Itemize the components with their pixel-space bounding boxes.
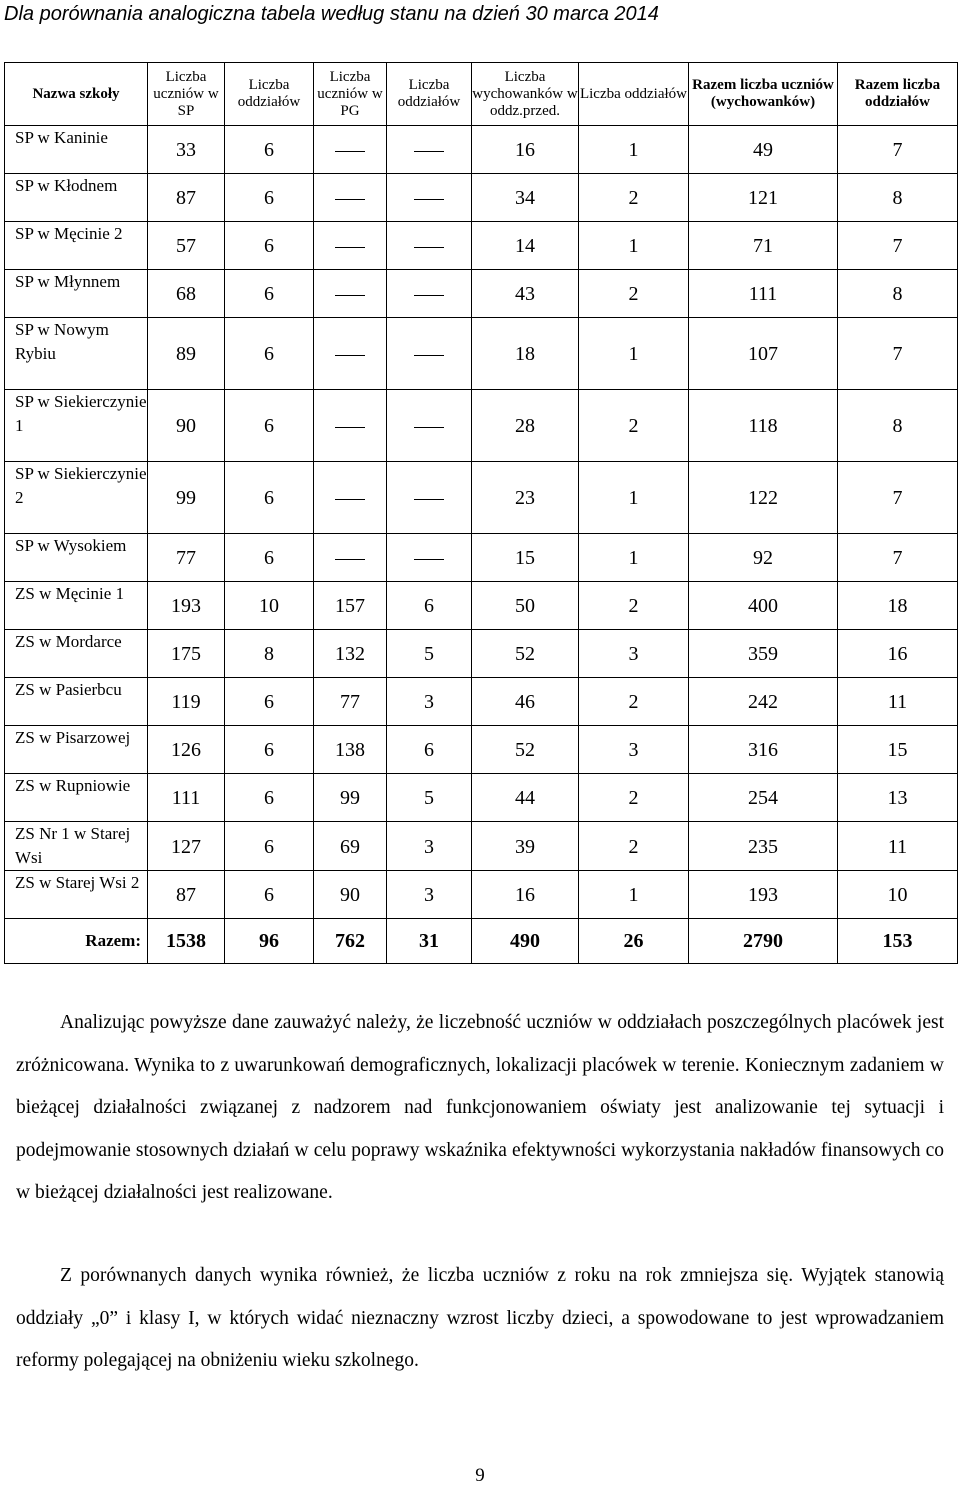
value-cell: 18 bbox=[838, 582, 958, 630]
value-cell: 87 bbox=[148, 174, 225, 222]
empty-dash-cell bbox=[314, 126, 387, 174]
value-cell: 235 bbox=[689, 822, 838, 871]
value-cell: 90 bbox=[314, 871, 387, 919]
value-cell: 10 bbox=[225, 582, 314, 630]
dash-mark bbox=[414, 151, 444, 152]
value-cell: 2 bbox=[579, 390, 689, 462]
value-cell: 71 bbox=[689, 222, 838, 270]
value-cell: 6 bbox=[225, 678, 314, 726]
value-cell: 87 bbox=[148, 871, 225, 919]
value-cell: 1 bbox=[579, 222, 689, 270]
empty-dash-cell bbox=[387, 270, 472, 318]
analysis-paragraph-text: Analizując powyższe dane zauważyć należy, że liczebność uczniów w oddziałach poszczególnych placówek jest zróżnicowana. Wynika to z uwarunkowań demograficznych, lokalizacji placówek w terenie. Koniecznym zadaniem w bieżącej działalności związanej z nadzorem nad funkcjonowaniem oświaty jest analizowanie tej sytuacji i podejmowanie stosownych działań w celu poprawy wskaźnika efektywności wykorzystania nakładów finansowych co w bieżącej działalności jest realizowane. bbox=[16, 1012, 944, 1203]
value-cell: 3 bbox=[579, 726, 689, 774]
value-cell: 242 bbox=[689, 678, 838, 726]
value-cell: 39 bbox=[472, 822, 579, 871]
dash-mark bbox=[414, 355, 444, 356]
table-row bbox=[5, 582, 958, 630]
value-cell: 111 bbox=[148, 774, 225, 822]
total-value-cell: 490 bbox=[472, 919, 579, 964]
value-cell: 6 bbox=[225, 318, 314, 390]
dash-mark bbox=[414, 559, 444, 560]
value-cell: 52 bbox=[472, 726, 579, 774]
value-cell: 8 bbox=[838, 390, 958, 462]
empty-dash-cell bbox=[387, 390, 472, 462]
school-name-cell: SP w Młynnem bbox=[5, 270, 148, 318]
value-cell: 8 bbox=[838, 174, 958, 222]
value-cell: 2 bbox=[579, 582, 689, 630]
table-row bbox=[5, 174, 958, 222]
empty-dash-cell bbox=[314, 390, 387, 462]
value-cell: 121 bbox=[689, 174, 838, 222]
value-cell: 193 bbox=[689, 871, 838, 919]
empty-dash-cell bbox=[387, 534, 472, 582]
value-cell: 99 bbox=[314, 774, 387, 822]
empty-dash-cell bbox=[314, 270, 387, 318]
value-cell: 7 bbox=[838, 318, 958, 390]
school-name-cell: ZS w Pasierbcu bbox=[5, 678, 148, 726]
dash-mark bbox=[335, 199, 365, 200]
table-row bbox=[5, 678, 958, 726]
value-cell: 99 bbox=[148, 462, 225, 534]
header-sp-students: Liczba uczniów w SP bbox=[148, 63, 225, 126]
value-cell: 69 bbox=[314, 822, 387, 871]
value-cell: 6 bbox=[225, 222, 314, 270]
trend-paragraph-text: Z porównanych danych wynika również, że liczba uczniów z roku na rok zmniejsza się. Wyjątek stanowią oddziały „0” i klasy I, w których widać nieznaczny wzrost liczby dzieci, a spowodowane to jest wprowadzaniem reformy polegającej na obniżeniu wieku szkolnego. bbox=[16, 1265, 944, 1371]
value-cell: 57 bbox=[148, 222, 225, 270]
value-cell: 1 bbox=[579, 126, 689, 174]
value-cell: 8 bbox=[225, 630, 314, 678]
total-label: Razem: bbox=[5, 919, 148, 964]
value-cell: 11 bbox=[838, 822, 958, 871]
value-cell: 6 bbox=[225, 390, 314, 462]
value-cell: 138 bbox=[314, 726, 387, 774]
value-cell: 3 bbox=[387, 678, 472, 726]
table-row bbox=[5, 822, 958, 871]
table-body bbox=[5, 126, 958, 919]
header-total-students: Razem liczba uczniów (wychowanków) bbox=[689, 63, 838, 126]
empty-dash-cell bbox=[387, 318, 472, 390]
value-cell: 132 bbox=[314, 630, 387, 678]
value-cell: 77 bbox=[314, 678, 387, 726]
value-cell: 126 bbox=[148, 726, 225, 774]
total-value-cell: 96 bbox=[225, 919, 314, 964]
value-cell: 15 bbox=[838, 726, 958, 774]
value-cell: 6 bbox=[225, 270, 314, 318]
dash-mark bbox=[414, 295, 444, 296]
value-cell: 127 bbox=[148, 822, 225, 871]
empty-dash-cell bbox=[314, 462, 387, 534]
value-cell: 7 bbox=[838, 462, 958, 534]
value-cell: 3 bbox=[579, 630, 689, 678]
value-cell: 89 bbox=[148, 318, 225, 390]
value-cell: 118 bbox=[689, 390, 838, 462]
value-cell: 7 bbox=[838, 126, 958, 174]
value-cell: 1 bbox=[579, 871, 689, 919]
value-cell: 16 bbox=[472, 871, 579, 919]
header-sp-branches: Liczba oddziałów bbox=[225, 63, 314, 126]
value-cell: 400 bbox=[689, 582, 838, 630]
school-name-cell: SP w Nowym Rybiu bbox=[5, 318, 148, 390]
school-name-cell: SP w Siekierczynie 2 bbox=[5, 462, 148, 534]
value-cell: 28 bbox=[472, 390, 579, 462]
dash-mark bbox=[414, 199, 444, 200]
value-cell: 7 bbox=[838, 534, 958, 582]
value-cell: 6 bbox=[225, 822, 314, 871]
empty-dash-cell bbox=[314, 534, 387, 582]
header-total-branches: Razem liczba oddziałów bbox=[838, 63, 958, 126]
value-cell: 23 bbox=[472, 462, 579, 534]
value-cell: 6 bbox=[225, 126, 314, 174]
school-name-cell: ZS w Mordarce bbox=[5, 630, 148, 678]
dash-mark bbox=[335, 355, 365, 356]
total-row bbox=[5, 919, 958, 964]
page-number: 9 bbox=[475, 1465, 485, 1486]
value-cell: 43 bbox=[472, 270, 579, 318]
value-cell: 52 bbox=[472, 630, 579, 678]
header-school-name: Nazwa szkoły bbox=[5, 63, 148, 126]
header-pg-students: Liczba uczniów w PG bbox=[314, 63, 387, 126]
value-cell: 6 bbox=[387, 582, 472, 630]
value-cell: 68 bbox=[148, 270, 225, 318]
value-cell: 77 bbox=[148, 534, 225, 582]
value-cell: 8 bbox=[838, 270, 958, 318]
table-row bbox=[5, 726, 958, 774]
value-cell: 92 bbox=[689, 534, 838, 582]
value-cell: 15 bbox=[472, 534, 579, 582]
value-cell: 359 bbox=[689, 630, 838, 678]
total-value-cell: 31 bbox=[387, 919, 472, 964]
analysis-paragraph bbox=[16, 1002, 944, 1215]
school-name-cell: ZS w Męcinie 1 bbox=[5, 582, 148, 630]
school-name-cell: SP w Kłodnem bbox=[5, 174, 148, 222]
value-cell: 6 bbox=[225, 774, 314, 822]
school-name-cell: SP w Kaninie bbox=[5, 126, 148, 174]
table-row bbox=[5, 390, 958, 462]
dash-mark bbox=[335, 559, 365, 560]
school-name-cell: ZS Nr 1 w Starej Wsi bbox=[5, 822, 148, 871]
value-cell: 11 bbox=[838, 678, 958, 726]
value-cell: 6 bbox=[225, 174, 314, 222]
value-cell: 5 bbox=[387, 774, 472, 822]
dash-mark bbox=[414, 499, 444, 500]
dash-mark bbox=[414, 427, 444, 428]
empty-dash-cell bbox=[314, 222, 387, 270]
total-value-cell: 153 bbox=[838, 919, 958, 964]
value-cell: 90 bbox=[148, 390, 225, 462]
table-row bbox=[5, 534, 958, 582]
value-cell: 18 bbox=[472, 318, 579, 390]
page-heading: Dla porównania analogiczna tabela według stanu na dzień 30 marca 2014 bbox=[4, 3, 659, 25]
value-cell: 6 bbox=[225, 726, 314, 774]
value-cell: 2 bbox=[579, 174, 689, 222]
empty-dash-cell bbox=[314, 174, 387, 222]
empty-dash-cell bbox=[387, 222, 472, 270]
school-name-cell: ZS w Starej Wsi 2 bbox=[5, 871, 148, 919]
value-cell: 6 bbox=[225, 871, 314, 919]
dash-mark bbox=[414, 247, 444, 248]
value-cell: 254 bbox=[689, 774, 838, 822]
value-cell: 6 bbox=[225, 534, 314, 582]
total-value-cell: 2790 bbox=[689, 919, 838, 964]
value-cell: 16 bbox=[838, 630, 958, 678]
table-row bbox=[5, 774, 958, 822]
school-name-cell: SP w Męcinie 2 bbox=[5, 222, 148, 270]
school-name-cell: SP w Siekierczynie 1 bbox=[5, 390, 148, 462]
value-cell: 1 bbox=[579, 462, 689, 534]
value-cell: 157 bbox=[314, 582, 387, 630]
value-cell: 2 bbox=[579, 270, 689, 318]
value-cell: 193 bbox=[148, 582, 225, 630]
header-preschool-branches: Liczba oddziałów bbox=[579, 63, 689, 126]
value-cell: 16 bbox=[472, 126, 579, 174]
empty-dash-cell bbox=[387, 174, 472, 222]
total-value-cell: 762 bbox=[314, 919, 387, 964]
value-cell: 1 bbox=[579, 318, 689, 390]
dash-mark bbox=[335, 427, 365, 428]
value-cell: 3 bbox=[387, 871, 472, 919]
value-cell: 316 bbox=[689, 726, 838, 774]
table-row bbox=[5, 462, 958, 534]
value-cell: 175 bbox=[148, 630, 225, 678]
value-cell: 122 bbox=[689, 462, 838, 534]
value-cell: 14 bbox=[472, 222, 579, 270]
value-cell: 111 bbox=[689, 270, 838, 318]
dash-mark bbox=[335, 295, 365, 296]
dash-mark bbox=[335, 151, 365, 152]
value-cell: 33 bbox=[148, 126, 225, 174]
header-pg-branches: Liczba oddziałów bbox=[387, 63, 472, 126]
value-cell: 49 bbox=[689, 126, 838, 174]
empty-dash-cell bbox=[314, 318, 387, 390]
school-comparison-table bbox=[4, 62, 958, 964]
dash-mark bbox=[335, 499, 365, 500]
table-row bbox=[5, 126, 958, 174]
empty-dash-cell bbox=[387, 126, 472, 174]
table-header-row bbox=[5, 63, 958, 126]
school-name-cell: ZS w Pisarzowej bbox=[5, 726, 148, 774]
table-row bbox=[5, 318, 958, 390]
value-cell: 7 bbox=[838, 222, 958, 270]
value-cell: 1 bbox=[579, 534, 689, 582]
value-cell: 10 bbox=[838, 871, 958, 919]
value-cell: 44 bbox=[472, 774, 579, 822]
table-row bbox=[5, 871, 958, 919]
table-row bbox=[5, 222, 958, 270]
value-cell: 13 bbox=[838, 774, 958, 822]
empty-dash-cell bbox=[387, 462, 472, 534]
value-cell: 6 bbox=[225, 462, 314, 534]
value-cell: 2 bbox=[579, 822, 689, 871]
value-cell: 3 bbox=[387, 822, 472, 871]
value-cell: 2 bbox=[579, 774, 689, 822]
value-cell: 34 bbox=[472, 174, 579, 222]
value-cell: 119 bbox=[148, 678, 225, 726]
value-cell: 5 bbox=[387, 630, 472, 678]
table-row bbox=[5, 270, 958, 318]
value-cell: 50 bbox=[472, 582, 579, 630]
trend-paragraph bbox=[16, 1255, 944, 1383]
table-row bbox=[5, 630, 958, 678]
value-cell: 46 bbox=[472, 678, 579, 726]
value-cell: 2 bbox=[579, 678, 689, 726]
total-value-cell: 1538 bbox=[148, 919, 225, 964]
header-preschool-children: Liczba wychowanków w oddz.przed. bbox=[472, 63, 579, 126]
dash-mark bbox=[335, 247, 365, 248]
school-name-cell: SP w Wysokiem bbox=[5, 534, 148, 582]
value-cell: 6 bbox=[387, 726, 472, 774]
total-value-cell: 26 bbox=[579, 919, 689, 964]
school-name-cell: ZS w Rupniowie bbox=[5, 774, 148, 822]
value-cell: 107 bbox=[689, 318, 838, 390]
